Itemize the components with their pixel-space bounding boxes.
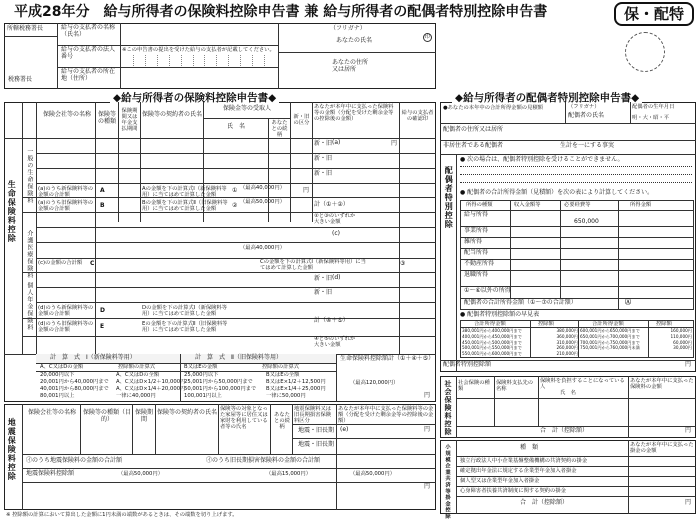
col-period: 保険期間又は年金支払期間 <box>121 108 138 133</box>
eq-deduction-max: （最高50,000円） <box>118 471 164 477</box>
calc-c: Cの金額を下の計算式Ⅰ（新保険料等用）に当てはめて計算した金額 <box>260 259 366 272</box>
furigana-label: （フリガナ） <box>330 25 366 32</box>
total-label-1: 計（①＋②） <box>314 201 349 208</box>
formula-header-3: B又はEの金額 <box>184 364 218 370</box>
smallbiz-item-2: 確定拠出年金法に規定する企業型年金加入者掛金 <box>460 468 577 474</box>
inc-col-rev: 収入金額等 <box>514 202 541 208</box>
inc-total-label: 配偶者の合計所得金額（①～⑦の合計額） <box>464 299 577 306</box>
eq-col-contractor: 保険等の契約者の氏名 <box>157 409 218 416</box>
calc-new: Aの金額を下の計算式Ⅰ（新保険料等用）に当てはめて計算した金額 <box>142 186 227 199</box>
col-recipient: 保険金等の受取人 <box>222 105 271 112</box>
eq-deduction-label: 地震保険料控除額 <box>26 470 75 477</box>
inc-row-retirement: 退職所得 <box>464 271 489 278</box>
spouse-address-label: 配偶者の住所又は居所 <box>443 126 504 133</box>
f2-r3-amt: 50,001円から100,000円まで <box>184 386 257 392</box>
inc-row-dividend: 配当所得 <box>464 249 489 256</box>
quick-left-values: 380,000円 360,000円 310,000円 260,000円 210,000円 <box>556 328 578 357</box>
f2-r1-calc: B又はEの全額 <box>266 372 300 378</box>
circ-c: (c) <box>332 230 340 237</box>
eq-col-kind: 地震保険料又は旧長期損害保険料区分 <box>294 406 332 425</box>
formula-title-2: 計 算 式 Ⅱ（旧保険料等用） <box>195 354 282 361</box>
formula-title-1: 計 算 式 Ⅰ（新保険料等用） <box>50 354 136 361</box>
inc-col-type: 所得の種類 <box>466 202 493 208</box>
pension-label: 個人年金保険料 <box>25 282 33 331</box>
f1-r4-amt: 80,001円以上 <box>40 393 75 399</box>
col-amount: あなたが本年中に支払った保険料等の金額（分配を受けた剰余金等の控除後の金額） <box>314 104 394 123</box>
big-label-1: ②と③のいずれか大きい金額 <box>314 213 356 226</box>
your-address-field[interactable] <box>380 54 434 87</box>
social-yen: 円 <box>685 427 692 434</box>
f1-r2-amt: 20,001円から40,000円まで <box>40 379 109 385</box>
formula-header-1: A、C又はDの金額 <box>40 364 84 370</box>
spouse-birth-label: 配偶者の生年月日 <box>632 104 675 110</box>
col-type: 保険等の種類 <box>97 111 116 125</box>
spouse-step2: ● 配偶者の合計所得金額（見積額）を次の表により計算してください。 <box>460 189 654 196</box>
eq-max-15000: （最高15,000円） <box>266 471 312 477</box>
max-50000-1: （最高50,000円） <box>240 199 286 205</box>
total-label-2: 計（④＋⑤） <box>314 317 349 324</box>
new-old-1[interactable]: 新・旧 <box>314 140 333 147</box>
smallbiz-total: 合 計（控除額） <box>520 499 569 506</box>
smallbiz-col-amount: あなたが本年中に支払った掛金の金額 <box>630 442 694 455</box>
yen-1: 円 <box>391 140 398 147</box>
inc-row-realestate: 不動産所得 <box>464 260 495 267</box>
f2-r3-calc: B又はE×1/4＋25,000円 <box>266 386 326 392</box>
smallbiz-item-3: 個人型又は企業型年金加入者掛金 <box>460 478 540 484</box>
new-old-3[interactable]: 新・旧 <box>314 170 333 177</box>
big-label-2: ④と⑤のいずれか大きい金額 <box>314 336 356 349</box>
f2-r4-calc: 一律に50,000円 <box>266 393 306 399</box>
col-company: 保険会社等の名称 <box>42 111 91 118</box>
new-old-2[interactable]: 新・旧 <box>314 155 333 162</box>
f1-r4-calc: 一律に40,000円 <box>116 393 156 399</box>
smallbiz-col-kind: 種 類 <box>520 444 539 451</box>
smallbiz-label: 小規模企業共済等掛金控除 <box>444 444 451 520</box>
quick-right-ranges: 600,001円から650,000円まで 650,001円から700,000円まで 700,001円から750,000円まで 750,001円から760,000円未満 <box>580 328 640 351</box>
row-d-old: (d)のうち旧保険料等の金額の合計額 <box>38 321 94 334</box>
form-title: 平成28年分 給与所得者の保険料控除申告書 兼 給与所得者の配偶者特別控除申告書 <box>14 4 548 20</box>
life-total-label: 生命保険料控除額計（①＋④＋⑤） <box>340 355 435 362</box>
calc-d: Dの金額を下の計算式Ⅰ（新保険料等用）に当てはめて計算した金額 <box>142 305 228 318</box>
spouse-section-title: ◆給与所得者の配偶者特別控除申告書◆ <box>452 92 642 104</box>
eq-circ-e: (e) <box>340 426 349 433</box>
smallbiz-item-4: 心身障害者扶養共済制度に関する契約の掛金 <box>460 488 566 494</box>
row-a-old: (a)のうち旧保険料等の金額の合計額 <box>38 200 94 213</box>
f2-r2-amt: 25,001円から50,000円まで <box>184 379 253 385</box>
spouse-income-note: ●あなたの本年中の合計所得金額の見積額 <box>443 105 543 111</box>
spouse-name-label: 配偶者の氏名 <box>568 112 605 119</box>
office-label: 所轄税務署長 <box>7 25 44 32</box>
life-total-max: （最高120,000円） <box>350 380 399 386</box>
social-col-payer: 保険料支払先の名称 <box>496 380 534 393</box>
f2-r1-amt: 25,000円以下 <box>184 372 219 378</box>
social-col-type: 社会保険の種類 <box>458 380 490 393</box>
quick-col-3: 合計所得金額 <box>592 321 624 327</box>
spouse-deduction-label: 配偶者特別控除 <box>444 166 454 229</box>
tax-deduction-form: 平成28年分 給与所得者の保険料控除申告書 兼 給与所得者の配偶者特別控除申告書 保・配特 所轄税務署長 税務署長 給与の支払者の名称（氏名） 給与の支払者の法人番号 ※この申告書の提出を受けた給与の支払者が記載してください。 給与の支払者の所在地（住所） （フリガナ） あなたの氏名 印 あなたの住所又は居所 ◆給与所得者の保険料控除申告書◆ 保険会社等の名称 保険等の種類 保険期間又は年金支払期間 保険等の契約者の氏名 保険金等の受取人 氏 名 あなたとの続柄 新・旧の区分 あなたが本年中に支払った保険料等の金額（分配を受けた剰余金等の控除後の金額） 給与の支払者の確認印 生命保険料控除 一般の生命保険料 介護医療保険料 個人年金保険料 新・旧 新・旧 新・旧 (a) 円 (a)のうち新保険料等の金額の合計額 A Aの金額を下の計算式Ⅰ（新保険料等用）に当てはめて計算した金額 （最高40,000円） ① 円 (a)のうち旧保険料等の金額の合計額 B Bの金額を下の計算式Ⅱ（旧保険料等用）に当てはめて計算した金額 （最高50,000円） ② 計（①＋②） ②と③のいずれか大きい金額 (c)の金額の合計額 C Cの金額を下の計算式Ⅰ（新保険料等用）に当てはめて計算した金額 （最高40,000円） (c) ③ 新・旧 新・旧 (d) (d)のうち新保険料等の金額の合計額 D Dの金額を下の計算式Ⅰ（新保険料等用）に当てはめて計算した金額 計（④＋⑤） (d)のうち旧保険料等の金額の合計額 E Eの金額を下の計算式Ⅱ（旧保険料等用）に当てはめて計算した金額 ④と⑤のいずれか大きい金額 計 算 式 Ⅰ（新保険料等用） 計 算 式 Ⅱ（旧保険料等用） A、C又はDの金額 控除額の計算式 B又はEの金額 控除額の計算式 20,000円以下 A、C又はDの全額 20,001円から40,000円まで A、C又はD×1/2＋10,000円 40,001円から80,000円まで A、C又はD×1/4＋20,000円 80,001円以上 一律に40,000円 25,000円以下 B又はEの全額 25,001円から50,000円まで B又はE×1/2＋12,500円 50,001円から100,000円まで B又はE×1/4＋25,000円 100,001円以上 一律に50,000円 生命保険料控除額計（①＋④＋⑤） （最高120,000円） 円 地震保険料控除 保険会社等の名称 保険等の種類（目的） 保険期間 保険等の契約者の氏名 保険等の対象となった家屋等に居住又は家財を利用している者等の氏名 あなたとの続柄 地震保険料又は旧長期損害保険料区分 あなたが本年中に支払った保険料等の金額（分配を受けた剰余金等の控除後の金額） 地震・旧長期 地震・旧長期 (e) 円 ㋑のうち地震保険料の金額の合計額 ㋑のうち旧長期損害保険料の金額の合計額 地震保険料控除額 （最高50,000円） （最高15,000円） （最高50,000円） 円 ※ 控除額の計算において算出した金額に1円未満の端数があるときは、その端数を切り上げます。 ◆給与所得者の配偶者特別控除申告書◆ ●あなたの本年中の合計所得金額の見積額 （フリガナ） 配偶者の氏名 配偶者の生年月日 明・大・昭・平 配偶者の住所又は居所 非居住者である配偶者 生計を一にする事実 配偶者特別控除 ● 次の場合は、配偶者特別控除を受けることができません。 ● 配偶者の合計所得金額（見積額）を次の表により計算してください。 所得の種類 収入金額等 必要経費等 所得金額 給与所得 650,000 事業所得 雑所得 配当所得 不動産所得 退職所得 ①～⑥以外の所得 配偶者の合計所得金額（①～⑦の合計額） Ⓐ ● 配偶者特別控除額の早見表 合計所得金額 控除額 合計所得金額 控除額 380,001円から400,000円まで 400,001円から450,000円まで 450,001円から500,000円まで 500,001円から550,000円まで 550,001円から600,000円まで 380,000円 360,000円 310,000円 260,000円 210,000円 600,001円から650,000円まで 650,001円から700,000円まで 700,001円から750,000円まで 750,001円から760,000円未満 160,000円 110,000円 60,000円 30,000円 配偶者特別控除額 円 社会保険料控除 社会保険の種類 保険料支払先の名称 保険料を負担することになっている人 氏 名 あなたが本年中に支払った保険料の金額 合 計（控除額） 円 小規模企業共済等掛金控除 種 類 あなたが本年中に支払った掛金の金額 独立行政法人中小企業基盤整備機構の共済契約の掛金 確定拠出年金法に規定する企業型年金加入者掛金 個人型又は企業型年金加入者掛金 心身障害者扶養共済制度に関する契約の掛金 合 計（控除額） 円 <box>0 0 700 520</box>
spouse-special-amount: 配偶者特別控除額 <box>443 361 492 368</box>
inc-circ-a: Ⓐ <box>625 299 632 306</box>
insurance-section-title: ◆給与所得者の保険料控除申告書◆ <box>110 92 279 104</box>
circ-a: (a) <box>332 139 341 146</box>
inc-row-misc: 雑所得 <box>464 238 483 245</box>
smallbiz-item-1: 独立行政法人中小企業基盤整備機構の共済契約の掛金 <box>460 458 588 464</box>
spouse-relation-note: 生計を一にする事実 <box>560 142 615 149</box>
inc-col-exp: 必要経費等 <box>564 202 591 208</box>
f1-r1-amt: 20,000円以下 <box>40 372 75 378</box>
employer-number-label: 給与の支払者の法人番号 <box>61 46 116 60</box>
eq-total-max: （最高50,000円） <box>350 471 396 477</box>
stamp-circle <box>625 32 665 72</box>
spouse-nonresident: 非居住者である配偶者 <box>443 142 504 149</box>
eq-yen-1: 円 <box>424 426 431 433</box>
social-total: 合 計（控除額） <box>540 427 589 434</box>
quick-col-4: 控除額 <box>656 321 672 327</box>
employer-name-label: 給与の支払者の名称（氏名） <box>61 24 116 38</box>
inc-row-salary: 給与所得 <box>464 211 489 218</box>
eq-col-type: 保険等の種類（目的） <box>82 409 131 423</box>
employer-name-field[interactable] <box>122 25 276 44</box>
eq-col-relation: あなたとの続柄 <box>274 412 290 431</box>
life-total-yen: 円 <box>424 392 431 399</box>
spouse-era: 明・大・昭・平 <box>632 115 670 121</box>
eq-kind-2[interactable]: 地震・旧長期 <box>298 441 335 448</box>
f2-r2-calc: B又はE×1/2＋12,500円 <box>266 379 326 385</box>
general-life-label: 一般の生命保険料 <box>25 148 33 204</box>
footnote: ※ 控除額の計算において算出した金額に1円未満の端数があるときは、その端数を切り上げます。 <box>6 512 238 518</box>
employer-number-field[interactable] <box>122 55 276 66</box>
seal-mark: 印 <box>424 34 430 40</box>
eq-yen-2: 円 <box>424 483 431 490</box>
quick-left-ranges: 380,001円から400,000円まで 400,001円から450,000円まで 450,001円から500,000円まで 500,001円から550,000円まで 550,001円から600,000円まで <box>462 328 522 357</box>
f2-r4-amt: 100,001円以上 <box>184 393 222 399</box>
social-label: 社会保険料控除 <box>444 380 453 436</box>
new-old-4[interactable]: 新・旧 <box>314 275 333 282</box>
formula-header-2: 控除額の計算式 <box>118 364 156 370</box>
col-recipient-name: 氏 名 <box>226 123 245 130</box>
col-contractor: 保険等の契約者の氏名 <box>142 111 203 118</box>
formula-header-4: 控除額の計算式 <box>262 364 300 370</box>
your-name-label: あなたの氏名 <box>336 37 373 44</box>
tax-office-label: 税務署長 <box>8 76 33 83</box>
your-address-label: あなたの住所又は居所 <box>332 59 369 73</box>
eq-sum-quake: ㋑のうち地震保険料の金額の合計額 <box>26 457 123 464</box>
quick-table-title: ● 配偶者特別控除額の早見表 <box>460 311 540 318</box>
employer-note: ※この申告書の提出を受けた給与の支払者が記載してください。 <box>122 47 275 53</box>
earthquake-label: 地震保険料控除 <box>7 418 17 481</box>
row-d-new: (d)のうち新保険料等の金額の合計額 <box>38 305 94 318</box>
eq-col-company: 保険会社等の名称 <box>27 409 76 416</box>
eq-col-period: 保険期間 <box>134 409 153 423</box>
employer-address-label: 給与の支払者の所在地（住所） <box>61 68 116 82</box>
quick-right-values: 160,000円 110,000円 60,000円 30,000円 <box>670 328 692 351</box>
calc-e: Eの金額を下の計算式Ⅱ（旧保険料等用）に当てはめて計算した金額 <box>142 321 228 334</box>
your-name-field[interactable] <box>380 25 420 50</box>
life-insurance-label: 生命保険料控除 <box>7 180 17 243</box>
circ-d: (d) <box>332 274 341 281</box>
inc-row-other: ①～⑥以外の所得 <box>464 287 511 294</box>
col-confirm: 給与の支払者の確認印 <box>401 110 434 123</box>
medical-label: 介護医療保険料 <box>25 230 33 279</box>
col-new-old: 新・旧の区分 <box>293 114 310 127</box>
eq-col-amount: あなたが本年中に支払った保険料等の金額（分配を受けた剰余金等の控除後の金額） <box>338 406 434 425</box>
f1-r2-calc: A、C又はD×1/2＋10,000円 <box>116 379 186 385</box>
eq-col-target: 保険等の対象となった家屋等に居住又は家財を利用している者等の氏名 <box>220 406 268 431</box>
f1-r3-amt: 40,001円から80,000円まで <box>40 386 109 392</box>
quick-col-1: 合計所得金額 <box>474 321 506 327</box>
social-col-name: 氏 名 <box>560 390 576 396</box>
social-col-bearer: 保険料を負担することになっている人 <box>540 378 625 391</box>
inc-row-business: 事業所得 <box>464 227 489 234</box>
spouse-step1: ● 次の場合は、配偶者特別控除を受けることができません。 <box>460 156 624 163</box>
eq-sum-old: ㋑のうち旧長期損害保険料の金額の合計額 <box>206 457 321 464</box>
spouse-furigana: （フリガナ） <box>568 104 600 110</box>
eq-kind-1[interactable]: 地震・旧長期 <box>298 427 335 434</box>
social-col-amount: あなたが本年中に支払った保険料の金額 <box>630 378 694 391</box>
employer-address-field[interactable] <box>122 69 276 87</box>
f1-r3-calc: A、C又はD×1/4＋20,000円 <box>116 386 186 392</box>
f1-r1-calc: A、C又はDの全額 <box>116 372 160 378</box>
form-badge: 保・配特 <box>614 2 694 26</box>
new-old-5[interactable]: 新・旧 <box>314 289 333 296</box>
col-relation: あなたとの続柄 <box>271 120 288 139</box>
quick-col-2: 控除額 <box>538 321 554 327</box>
calc-old: Bの金額を下の計算式Ⅱ（旧保険料等用）に当てはめて計算した金額 <box>142 200 228 213</box>
row-c-total: (c)の金額の合計額 <box>38 260 83 266</box>
inc-col-income: 所得金額 <box>630 202 652 208</box>
spouse-address-field[interactable] <box>540 125 694 139</box>
spouse-yen: 円 <box>685 361 692 368</box>
max-40000-1: （最高40,000円） <box>240 185 286 191</box>
smallbiz-yen: 円 <box>685 499 692 506</box>
max-40000-2: （最高40,000円） <box>240 245 286 251</box>
inc-salary-value: 650,000 <box>574 218 599 225</box>
row-a-new: (a)のうち新保険料等の金額の合計額 <box>38 186 94 199</box>
